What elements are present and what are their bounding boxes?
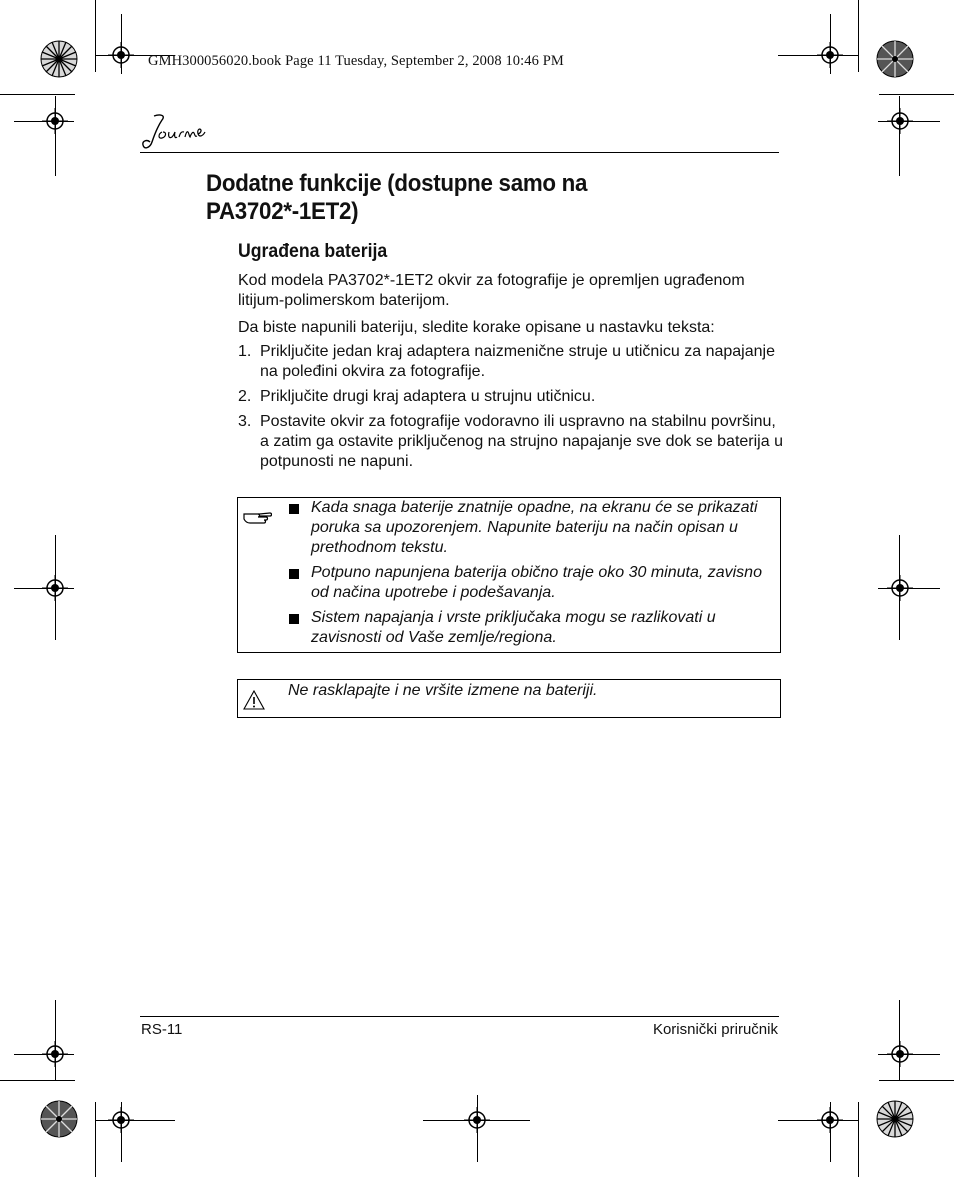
rosette-mark-icon: [876, 1100, 914, 1138]
note-text: Sistem napajanja i vrste priključaka mogu se razlikovati u zavisnosti od Vaše zemlje/regiona.: [311, 609, 716, 646]
step-number: 3.: [238, 413, 252, 430]
page-title: Dodatne funkcije (dostupne samo na PA3702*-1ET2): [206, 170, 588, 225]
list-item: [238, 387, 783, 407]
journe-logo: [140, 112, 210, 154]
note-text: Potpuno napunjena baterija obično traje oko 30 minuta, zavisno od načina upotrebe i podešavanja.: [311, 564, 762, 601]
rosette-mark-icon: [40, 1100, 78, 1138]
note-list: [288, 498, 773, 653]
book-info-line: GMH300056020.book Page 11 Tuesday, September 2, 2008 10:46 PM: [148, 53, 564, 69]
bullet-square-icon: [289, 614, 299, 624]
pointing-hand-icon: [242, 508, 272, 526]
rosette-mark-icon: [40, 40, 78, 78]
list-item: [288, 498, 773, 558]
step-text: Priključite jedan kraj adaptera naizmenične struje u utičnicu za napajanje na poleđini okvira za fotografije.: [260, 343, 775, 380]
bullet-square-icon: [289, 504, 299, 514]
steps-intro-paragraph: Da biste napunili bateriju, sledite korake opisane u nastavku teksta:: [238, 319, 715, 336]
bullet-square-icon: [289, 569, 299, 579]
note-box: [237, 497, 781, 653]
list-item: [288, 563, 773, 603]
intro-paragraph: Kod modela PA3702*-1ET2 okvir za fotografije je opremljen ugrađenom litijum-polimerskom baterijom.: [238, 272, 745, 309]
note-text: Kada snaga baterije znatnije opadne, na ekranu će se prikazati poruka sa upozorenjem. Napunite bateriju na način opisan u prethodnom tekstu.: [311, 499, 758, 556]
warning-text: Ne rasklapajte i ne vršite izmene na bateriji.: [288, 682, 598, 699]
step-text: Postavite okvir za fotografije vodoravno ili uspravno na stabilnu površinu, a zatim ga ostavite priključenog na strujno napajanje sve dok se baterija u potpunosti ne napuni.: [260, 413, 783, 470]
step-number: 1.: [238, 343, 252, 360]
manual-title: Korisnički priručnik: [652, 1021, 778, 1038]
footer-rule: [140, 1016, 779, 1017]
page-number: RS-11: [141, 1021, 183, 1038]
list-item: [288, 608, 773, 648]
section-heading: Ugrađena baterija: [238, 241, 388, 262]
rosette-mark-icon: [876, 40, 914, 78]
step-text: Priključite drugi kraj adaptera u strujnu utičnicu.: [260, 388, 596, 405]
warning-box: [237, 679, 781, 718]
list-item: [238, 342, 783, 382]
step-number: 2.: [238, 388, 252, 405]
warning-triangle-icon: [242, 689, 266, 711]
list-item: [238, 412, 783, 472]
steps-list: [238, 342, 783, 477]
header-rule: [140, 152, 779, 153]
